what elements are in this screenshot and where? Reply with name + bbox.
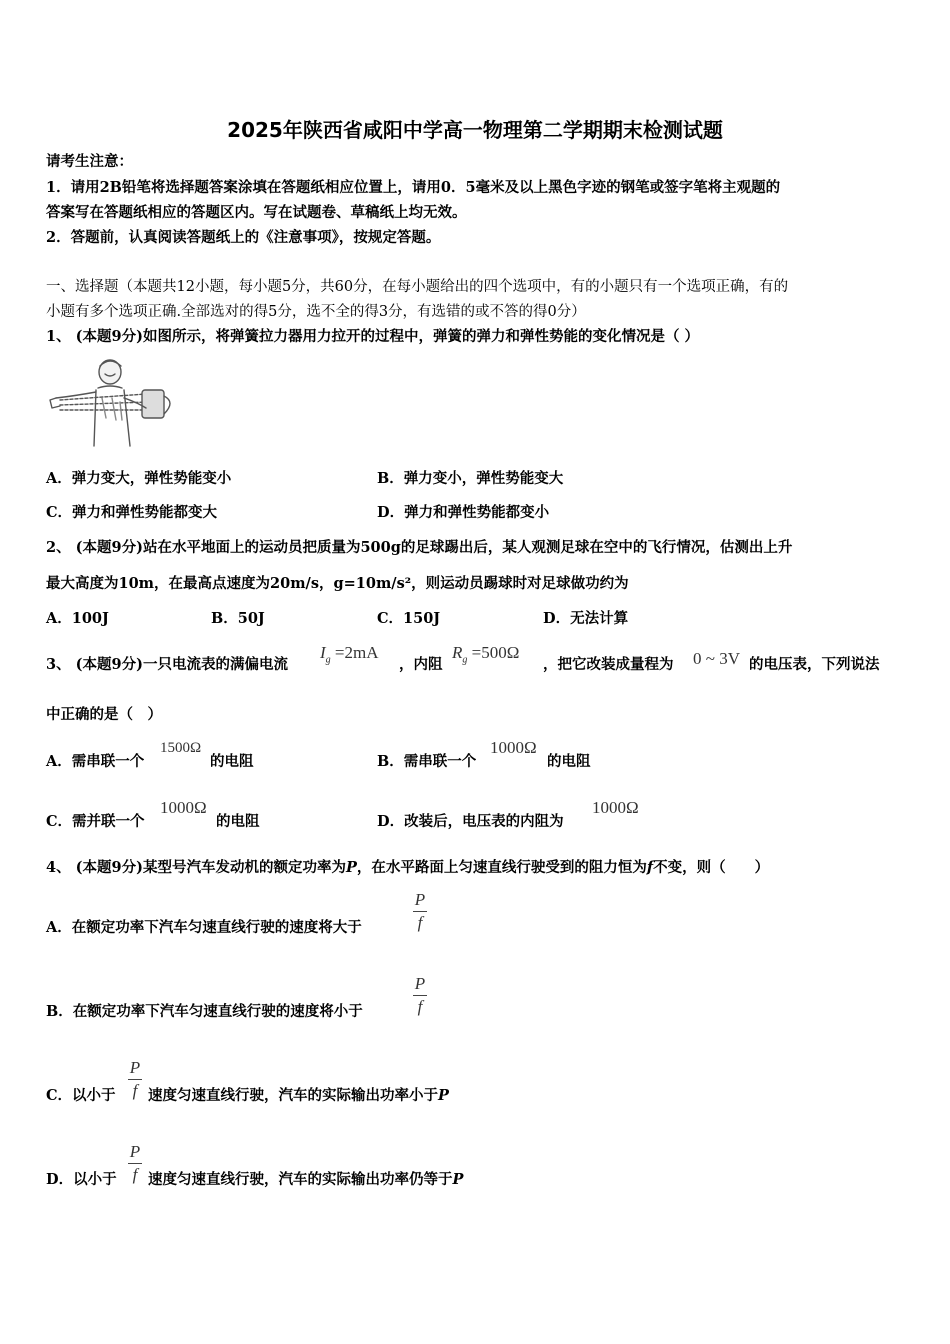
q1-option-c: C．弹力和弹性势能都变大 [46, 504, 218, 521]
spring-expander-figure [46, 358, 180, 450]
q2-option-c: C．150J [377, 610, 441, 627]
q3-option-b: 的电阻 [547, 753, 591, 770]
question-3-stem: ，把它改装成量程为 [543, 656, 674, 673]
fraction-p-over-f: P f [414, 974, 426, 1016]
q1-option-b: B．弹力变小，弹性势能变大 [377, 470, 564, 487]
q3-option-c: 的电阻 [216, 813, 260, 830]
notice-line: 2．答题前，认真阅读答题纸上的《注意事项》，按规定答题。 [46, 229, 441, 246]
q2-option-b: B．50J [211, 610, 265, 627]
formula-range: 0 ~ 3V [693, 649, 740, 668]
fraction-p-over-f: P f [414, 890, 426, 932]
fraction-p-over-f: P f [129, 1058, 141, 1100]
question-1-stem: 1、 (本题9分)如图所示，将弹簧拉力器用力拉开的过程中，弹簧的弹力和弹性势能的变化情况是（ ） [46, 328, 699, 345]
question-2-stem: 2、 (本题9分)站在水平地面上的运动员把质量为500g的足球踢出后，某人观测足球在空中的飞行情况，估测出上升 [46, 539, 793, 556]
q4-option-c: C．以小于 [46, 1087, 116, 1104]
q4-option-a: A．在额定功率下汽车匀速直线行驶的速度将大于 [46, 919, 362, 936]
question-3-stem: 中正确的是（ ） [46, 706, 162, 723]
q3-option-c: C．需并联一个 [46, 813, 145, 830]
q3-option-d-value: 1000Ω [592, 798, 639, 817]
q3-option-b: B．需串联一个 [377, 753, 477, 770]
q2-option-d: D．无法计算 [543, 610, 629, 627]
q2-option-a: A．100J [46, 610, 109, 627]
question-3-stem: 的电压表，下列说法 [749, 656, 880, 673]
notice-line: 1．请用2B铅笔将选择题答案涂填在答题纸相应位置上，请用0．5毫米及以上黑色字迹的钢笔或签字笔将主观题的 [46, 179, 781, 196]
q4-option-c: 速度匀速直线行驶，汽车的实际输出功率小于P [148, 1087, 449, 1104]
q3-option-a: A．需串联一个 [46, 753, 145, 770]
fraction-p-over-f: P f [129, 1142, 141, 1184]
section-intro: 一、选择题（本题共12小题，每小题5分，共60分，在每小题给出的四个选项中，有的小题只有一个选项正确，有的 [46, 279, 789, 295]
notice-line: 答案写在答题纸相应的答题区内。写在试题卷、草稿纸上均无效。 [46, 204, 467, 221]
q3-option-d: D．改装后，电压表的内阻为 [377, 813, 564, 830]
q4-option-d: 速度匀速直线行驶，汽车的实际输出功率仍等于P [148, 1171, 464, 1188]
section-intro: 小题有多个选项正确.全部选对的得5分，选不全的得3分，有选错的或不答的得0分） [46, 304, 586, 320]
notice-heading: 请考生注意： [46, 153, 133, 170]
question-3-stem: 3、 (本题9分)一只电流表的满偏电流 [46, 656, 288, 673]
q3-option-b-value: 1000Ω [490, 738, 537, 757]
q4-option-d: D．以小于 [46, 1171, 117, 1188]
q3-option-a-value: 1500Ω [160, 740, 202, 756]
q3-option-a: 的电阻 [210, 753, 254, 770]
question-4-stem: 4、 (本题9分)某型号汽车发动机的额定功率为P，在水平路面上匀速直线行驶受到的阻力恒为f不变，则（ ） [46, 859, 770, 876]
q4-option-b: B．在额定功率下汽车匀速直线行驶的速度将小于 [46, 1003, 363, 1020]
page-title: 2025年陕西省咸阳中学高一物理第二学期期末检测试题 [227, 118, 723, 142]
formula-ig: $I_g =2mA$ [320, 643, 379, 666]
q1-option-d: D．弹力和弹性势能都变小 [377, 504, 550, 521]
question-3-stem: ，内阻 [399, 656, 443, 673]
q3-option-c-value: 1000Ω [160, 798, 207, 817]
q1-option-a: A．弹力变大，弹性势能变小 [46, 470, 232, 487]
formula-rg: $R_g =500\Omega$ [452, 643, 520, 666]
question-2-stem: 最大高度为10m，在最高点速度为20m/s，g=10m/s²，则运动员踢球时对足球做功约为 [46, 575, 629, 592]
